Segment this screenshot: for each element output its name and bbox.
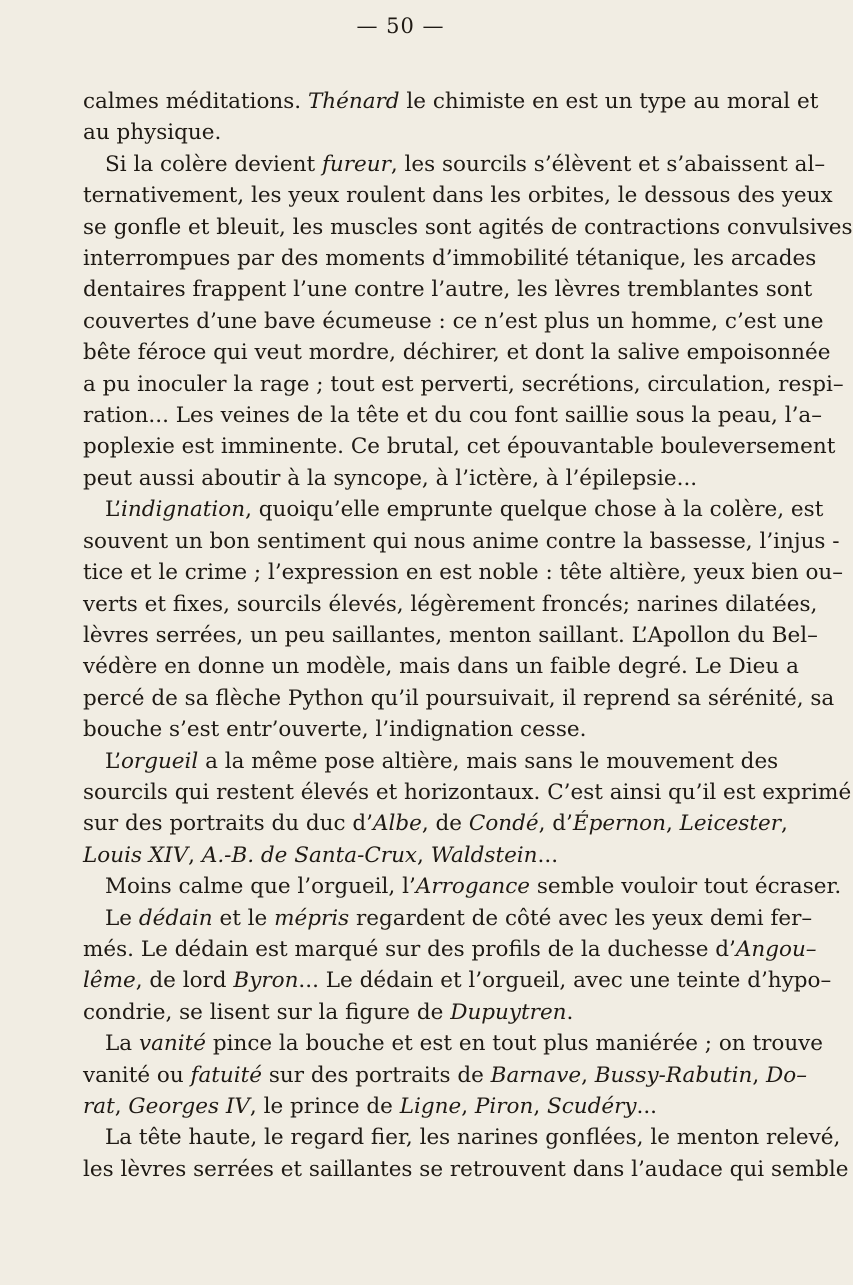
text-line: Moins calme que l’orgueil, l’Arrogance semble vouloir tout écraser.: [105, 874, 842, 900]
text-line: sourcils qui restent élevés et horizontaux. C’est ainsi qu’il est exprimé: [83, 779, 852, 805]
text-line: lèvres serrées, un peu saillantes, menton saillant. L’Apollon du Bel–: [83, 622, 818, 648]
text-line: poplexie est imminente. Ce brutal, cet épouvantable bouleversement: [83, 434, 836, 460]
text-line: védère en donne un modèle, mais dans un faible degré. Le Dieu a: [83, 654, 799, 680]
text-line: couvertes d’une bave écumeuse : ce n’est plus un homme, c’est une: [83, 308, 824, 334]
text-line: ration... Les veines de la tête et du cou font saillie sous la peau, l’a–: [83, 403, 822, 429]
text-line: bête féroce qui veut mordre, déchirer, et dont la salive empoisonnée: [83, 340, 831, 366]
text-line: Louis XIV, A.-B. de Santa-Crux, Waldstein...: [83, 842, 559, 868]
text-line: ternativement, les yeux roulent dans les orbites, le dessous des yeux: [83, 183, 833, 209]
text-line: interrompues par des moments d’immobilité tétanique, les arcades: [83, 246, 817, 272]
text-line: peut aussi aboutir à la syncope, à l’ictère, à l’épilepsie...: [83, 465, 698, 491]
text-line: calmes méditations. Thénard le chimiste en est un type au moral et: [83, 89, 819, 114]
text-line: souvent un bon sentiment qui nous anime contre la bassesse, l’injus -: [83, 528, 840, 554]
text-line: La tête haute, le regard fier, les narines gonflées, le menton relevé,: [105, 1125, 841, 1151]
page-number: — 50 —: [356, 14, 445, 38]
text-line: verts et fixes, sourcils élevés, légèrement froncés; narines dilatées,: [83, 591, 818, 617]
text-line: les lèvres serrées et saillantes se retrouvent dans l’audace qui semble: [83, 1156, 849, 1182]
text-line: bouche s’est entr’ouverte, l’indignation cesse.: [83, 717, 587, 743]
text-line: dentaires frappent l’une contre l’autre, les lèvres tremblantes sont: [83, 277, 813, 303]
text-line: Le dédain et le mépris regardent de côté avec les yeux demi fer–: [105, 905, 813, 931]
text-line: a pu inoculer la rage ; tout est perverti, secrétions, circulation, respi–: [83, 371, 844, 397]
text-line: se gonfle et bleuit, les muscles sont agités de contractions convulsives: [83, 214, 853, 240]
text-line: La vanité pince la bouche et est en tout plus maniérée ; on trouve: [105, 1031, 824, 1057]
body-text: [83, 86, 853, 1185]
text-line: condrie, se lisent sur la figure de Dupuytren.: [83, 999, 574, 1025]
text-line: lême, de lord Byron... Le dédain et l’orgueil, avec une teinte d’hypo–: [83, 968, 832, 994]
text-line: Si la colère devient fureur, les sourcils s’élèvent et s’abaissent al–: [105, 151, 826, 177]
text-line: L’orgueil a la même pose altière, mais sans le mouvement des: [105, 748, 779, 774]
text-line: més. Le dédain est marqué sur des profils de la duchesse d’Angou–: [83, 936, 817, 962]
text-line: tice et le crime ; l’expression en est noble : tête altière, yeux bien ou–: [83, 560, 843, 586]
text-line: vanité ou fatuité sur des portraits de Barnave, Bussy-Rabutin, Do–: [83, 1062, 807, 1088]
text-line: percé de sa flèche Python qu’il poursuivait, il reprend sa sérénité, sa: [83, 685, 835, 711]
text-line: sur des portraits du duc d’Albe, de Condé, d’Épernon, Leicester,: [83, 811, 788, 837]
text-line: rat, Georges IV, le prince de Ligne, Piron, Scudéry...: [83, 1094, 658, 1119]
text-line: au physique.: [83, 120, 222, 146]
text-line: L’indignation, quoiqu’elle emprunte quelque chose à la colère, est: [105, 497, 824, 523]
